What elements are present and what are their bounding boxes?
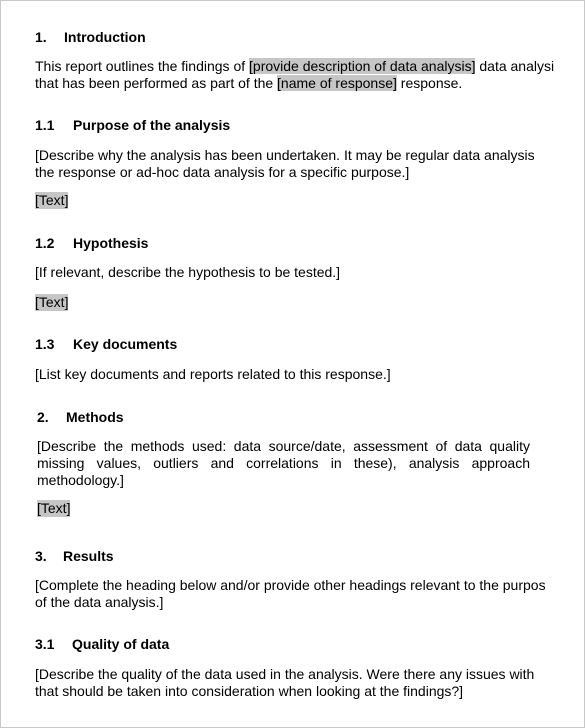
hypothesis-line-1: [If relevant, describe the hypothesis to be tested.] [35,264,341,280]
heading-results [35,548,114,564]
heading-quality-of-data [35,636,169,652]
heading-number: 3.1 [35,636,55,652]
methods-paragraph: [Describe the methods used: data source/date, assessment of data quality missing values, outliers and correlations in these), analysis approach methodology.] [37,438,530,488]
heading-number: 3. [35,548,47,564]
text-placeholder[interactable]: [Text] [37,500,71,516]
intro-line-1 [35,58,554,75]
heading-title: Purpose of the analysis [73,117,231,133]
text-placeholder[interactable]: [Text] [35,294,69,310]
quality-line-2: that should be taken into consideration when looking at the findings?] [35,683,464,699]
heading-title: Key documents [73,336,178,352]
text-placeholder[interactable]: [Text] [35,192,69,208]
purpose-line-1: [Describe why the analysis has been undertaken. It may be regular data analysis [35,147,535,163]
heading-key-documents [35,336,177,352]
heading-methods [37,409,124,425]
heading-hypothesis [35,235,148,251]
heading-number: 2. [37,409,49,425]
heading-introduction [35,29,146,45]
heading-title: Methods [66,409,124,425]
results-line-1: [Complete the heading below and/or provide other headings relevant to the purpos [35,577,546,593]
keydocs-line-1: [List key documents and reports related to this response.] [35,366,391,382]
heading-number: 1.1 [35,117,55,133]
heading-title: Introduction [64,29,146,45]
intro-text: that has been performed as part of the [35,75,278,91]
intro-text: response. [396,75,463,91]
heading-title: Hypothesis [73,235,149,251]
placeholder-data-analysis[interactable]: [provide description of data analysis] [249,58,476,74]
heading-title: Results [63,548,114,564]
heading-title: Quality of data [72,636,170,652]
heading-number: 1. [35,29,47,45]
heading-number: 1.3 [35,336,55,352]
placeholder-response-name[interactable]: [name of response] [277,75,397,91]
heading-purpose [35,117,230,133]
heading-number: 1.2 [35,235,55,251]
purpose-line-2: the response or ad-hoc data analysis for a specific purpose.] [35,164,410,180]
results-line-2: of the data analysis.] [35,594,164,610]
intro-text: data analysi [475,58,555,74]
intro-line-2 [35,75,462,92]
intro-text: This report outlines the findings of [35,58,250,74]
quality-line-1: [Describe the quality of the data used in the analysis. Were there any issues with [35,666,535,682]
